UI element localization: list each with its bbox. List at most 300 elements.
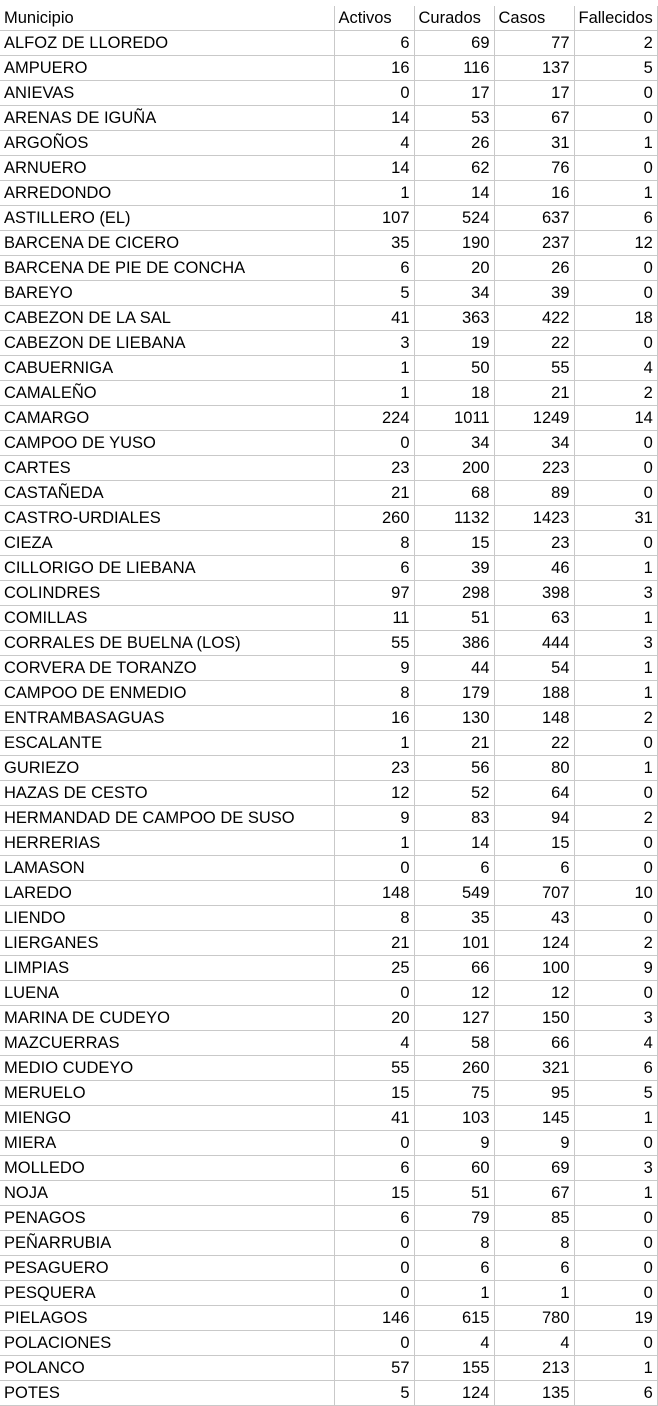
cell-curados[interactable]: 103 [414, 1106, 494, 1131]
cell-activos[interactable]: 1 [334, 381, 414, 406]
cell-fallecidos[interactable]: 3 [574, 1156, 657, 1181]
table-row [0, 56, 657, 81]
cell-casos[interactable]: 15 [494, 831, 574, 856]
cell-curados[interactable]: 8 [414, 1231, 494, 1256]
cell-activos[interactable]: 11 [334, 606, 414, 631]
column-header-municipio[interactable]: Municipio [0, 6, 334, 31]
cell-fallecidos[interactable]: 0 [574, 1231, 657, 1256]
cell-fallecidos[interactable]: 2 [574, 706, 657, 731]
cell-casos[interactable]: 76 [494, 156, 574, 181]
cell-activos[interactable]: 8 [334, 531, 414, 556]
cell-activos[interactable]: 8 [334, 906, 414, 931]
cell-fallecidos[interactable]: 0 [574, 1131, 657, 1156]
cell-fallecidos[interactable]: 0 [574, 1331, 657, 1356]
cell-curados[interactable]: 51 [414, 1181, 494, 1206]
cell-fallecidos[interactable]: 0 [574, 1281, 657, 1306]
cell-activos[interactable]: 107 [334, 206, 414, 231]
cell-fallecidos[interactable]: 0 [574, 731, 657, 756]
cell-fallecidos[interactable]: 0 [574, 781, 657, 806]
cell-activos[interactable]: 55 [334, 631, 414, 656]
cell-activos[interactable]: 25 [334, 956, 414, 981]
cell-fallecidos[interactable]: 6 [574, 1056, 657, 1081]
cell-activos[interactable]: 6 [334, 256, 414, 281]
cell-casos[interactable]: 77 [494, 31, 574, 56]
cell-curados[interactable]: 56 [414, 756, 494, 781]
cell-activos[interactable]: 55 [334, 1056, 414, 1081]
cell-fallecidos[interactable]: 0 [574, 81, 657, 106]
cell-municipio[interactable]: POTES [0, 1381, 334, 1406]
cell-municipio[interactable]: HERRERIAS [0, 831, 334, 856]
cell-curados[interactable]: 155 [414, 1356, 494, 1381]
cell-casos[interactable]: 707 [494, 881, 574, 906]
cell-casos[interactable]: 321 [494, 1056, 574, 1081]
cell-activos[interactable]: 16 [334, 56, 414, 81]
cell-activos[interactable]: 21 [334, 481, 414, 506]
table-row [0, 181, 657, 206]
cell-curados[interactable]: 26 [414, 131, 494, 156]
cell-activos[interactable]: 0 [334, 856, 414, 881]
cell-fallecidos[interactable]: 1 [574, 1106, 657, 1131]
cell-municipio[interactable]: CAMPOO DE ENMEDIO [0, 681, 334, 706]
cell-fallecidos[interactable]: 0 [574, 531, 657, 556]
cell-casos[interactable]: 55 [494, 356, 574, 381]
data-table [0, 6, 658, 1406]
cell-curados[interactable]: 39 [414, 556, 494, 581]
cell-fallecidos[interactable]: 4 [574, 1031, 657, 1056]
cell-municipio[interactable]: PESAGUERO [0, 1256, 334, 1281]
cell-municipio[interactable]: MARINA DE CUDEYO [0, 1006, 334, 1031]
cell-casos[interactable]: 444 [494, 631, 574, 656]
cell-activos[interactable]: 9 [334, 806, 414, 831]
table-row [0, 681, 657, 706]
cell-fallecidos[interactable]: 0 [574, 431, 657, 456]
cell-activos[interactable]: 1 [334, 181, 414, 206]
cell-activos[interactable]: 14 [334, 106, 414, 131]
table-row [0, 306, 657, 331]
cell-curados[interactable]: 6 [414, 856, 494, 881]
cell-municipio[interactable]: ANIEVAS [0, 81, 334, 106]
cell-municipio[interactable]: CIEZA [0, 531, 334, 556]
cell-fallecidos[interactable]: 31 [574, 506, 657, 531]
cell-fallecidos[interactable]: 0 [574, 856, 657, 881]
cell-activos[interactable]: 41 [334, 1106, 414, 1131]
cell-curados[interactable]: 130 [414, 706, 494, 731]
cell-casos[interactable]: 1423 [494, 506, 574, 531]
table-row [0, 481, 657, 506]
cell-casos[interactable]: 21 [494, 381, 574, 406]
column-header-activos[interactable]: Activos [334, 6, 414, 31]
cell-curados[interactable]: 51 [414, 606, 494, 631]
cell-municipio[interactable]: LIERGANES [0, 931, 334, 956]
cell-municipio[interactable]: HAZAS DE CESTO [0, 781, 334, 806]
column-header-curados[interactable]: Curados [414, 6, 494, 31]
cell-casos[interactable]: 89 [494, 481, 574, 506]
cell-activos[interactable]: 0 [334, 1231, 414, 1256]
cell-municipio[interactable]: COMILLAS [0, 606, 334, 631]
cell-activos[interactable]: 6 [334, 31, 414, 56]
cell-casos[interactable]: 67 [494, 1181, 574, 1206]
cell-activos[interactable]: 5 [334, 281, 414, 306]
cell-casos[interactable]: 213 [494, 1356, 574, 1381]
cell-activos[interactable]: 148 [334, 881, 414, 906]
cell-activos[interactable]: 14 [334, 156, 414, 181]
cell-activos[interactable]: 4 [334, 131, 414, 156]
cell-municipio[interactable]: CAMARGO [0, 406, 334, 431]
cell-fallecidos[interactable]: 5 [574, 56, 657, 81]
cell-curados[interactable]: 549 [414, 881, 494, 906]
cell-fallecidos[interactable]: 1 [574, 131, 657, 156]
cell-fallecidos[interactable]: 5 [574, 1081, 657, 1106]
cell-fallecidos[interactable]: 2 [574, 806, 657, 831]
cell-municipio[interactable]: GURIEZO [0, 756, 334, 781]
cell-municipio[interactable]: MIENGO [0, 1106, 334, 1131]
cell-municipio[interactable]: LUENA [0, 981, 334, 1006]
cell-casos[interactable]: 1249 [494, 406, 574, 431]
cell-municipio[interactable]: MERUELO [0, 1081, 334, 1106]
cell-casos[interactable]: 780 [494, 1306, 574, 1331]
cell-municipio[interactable]: CABEZON DE LIEBANA [0, 331, 334, 356]
cell-curados[interactable]: 298 [414, 581, 494, 606]
cell-activos[interactable]: 1 [334, 731, 414, 756]
cell-curados[interactable]: 127 [414, 1006, 494, 1031]
cell-casos[interactable]: 6 [494, 856, 574, 881]
cell-casos[interactable]: 31 [494, 131, 574, 156]
cell-municipio[interactable]: CASTAÑEDA [0, 481, 334, 506]
table-row [0, 881, 657, 906]
cell-municipio[interactable]: CORVERA DE TORANZO [0, 656, 334, 681]
cell-fallecidos[interactable]: 4 [574, 356, 657, 381]
cell-activos[interactable]: 5 [334, 1381, 414, 1406]
cell-municipio[interactable]: AMPUERO [0, 56, 334, 81]
cell-curados[interactable]: 179 [414, 681, 494, 706]
table-row [0, 706, 657, 731]
cell-municipio[interactable]: CILLORIGO DE LIEBANA [0, 556, 334, 581]
cell-casos[interactable]: 16 [494, 181, 574, 206]
cell-municipio[interactable]: CORRALES DE BUELNA (LOS) [0, 631, 334, 656]
cell-activos[interactable]: 8 [334, 681, 414, 706]
cell-municipio[interactable]: CAMALEÑO [0, 381, 334, 406]
table-row [0, 806, 657, 831]
cell-fallecidos[interactable]: 1 [574, 756, 657, 781]
cell-fallecidos[interactable]: 0 [574, 1256, 657, 1281]
cell-municipio[interactable]: ARREDONDO [0, 181, 334, 206]
cell-curados[interactable]: 68 [414, 481, 494, 506]
column-header-fallecidos[interactable]: Fallecidos [574, 6, 657, 31]
cell-casos[interactable]: 1 [494, 1281, 574, 1306]
cell-activos[interactable]: 15 [334, 1081, 414, 1106]
cell-curados[interactable]: 14 [414, 181, 494, 206]
cell-fallecidos[interactable]: 3 [574, 631, 657, 656]
cell-casos[interactable]: 135 [494, 1381, 574, 1406]
cell-fallecidos[interactable]: 0 [574, 281, 657, 306]
column-header-casos[interactable]: Casos [494, 6, 574, 31]
cell-casos[interactable]: 223 [494, 456, 574, 481]
cell-municipio[interactable]: POLACIONES [0, 1331, 334, 1356]
cell-activos[interactable]: 97 [334, 581, 414, 606]
cell-casos[interactable]: 637 [494, 206, 574, 231]
cell-municipio[interactable]: MEDIO CUDEYO [0, 1056, 334, 1081]
cell-casos[interactable]: 12 [494, 981, 574, 1006]
cell-casos[interactable]: 237 [494, 231, 574, 256]
cell-curados[interactable]: 34 [414, 281, 494, 306]
cell-activos[interactable]: 0 [334, 431, 414, 456]
cell-curados[interactable]: 44 [414, 656, 494, 681]
cell-municipio[interactable]: MIERA [0, 1131, 334, 1156]
cell-casos[interactable]: 95 [494, 1081, 574, 1106]
cell-fallecidos[interactable]: 0 [574, 981, 657, 1006]
cell-fallecidos[interactable]: 0 [574, 906, 657, 931]
cell-casos[interactable]: 46 [494, 556, 574, 581]
cell-curados[interactable]: 12 [414, 981, 494, 1006]
cell-casos[interactable]: 43 [494, 906, 574, 931]
cell-municipio[interactable]: CABEZON DE LA SAL [0, 306, 334, 331]
cell-casos[interactable]: 66 [494, 1031, 574, 1056]
cell-casos[interactable]: 64 [494, 781, 574, 806]
cell-activos[interactable]: 0 [334, 81, 414, 106]
cell-activos[interactable]: 0 [334, 1331, 414, 1356]
cell-activos[interactable]: 3 [334, 331, 414, 356]
cell-municipio[interactable]: PENAGOS [0, 1206, 334, 1231]
cell-activos[interactable]: 6 [334, 556, 414, 581]
cell-activos[interactable]: 16 [334, 706, 414, 731]
cell-casos[interactable]: 4 [494, 1331, 574, 1356]
cell-municipio[interactable]: MOLLEDO [0, 1156, 334, 1181]
cell-casos[interactable]: 26 [494, 256, 574, 281]
cell-curados[interactable]: 1011 [414, 406, 494, 431]
table-row [0, 1081, 657, 1106]
cell-curados[interactable]: 75 [414, 1081, 494, 1106]
table-row [0, 31, 657, 56]
cell-municipio[interactable]: LAMASON [0, 856, 334, 881]
cell-casos[interactable]: 67 [494, 106, 574, 131]
cell-curados[interactable]: 62 [414, 156, 494, 181]
cell-activos[interactable]: 1 [334, 831, 414, 856]
cell-fallecidos[interactable]: 0 [574, 156, 657, 181]
cell-municipio[interactable]: CAMPOO DE YUSO [0, 431, 334, 456]
cell-curados[interactable]: 200 [414, 456, 494, 481]
cell-fallecidos[interactable]: 1 [574, 1181, 657, 1206]
cell-fallecidos[interactable]: 0 [574, 831, 657, 856]
cell-casos[interactable]: 85 [494, 1206, 574, 1231]
cell-curados[interactable]: 116 [414, 56, 494, 81]
cell-curados[interactable]: 1 [414, 1281, 494, 1306]
cell-casos[interactable]: 398 [494, 581, 574, 606]
cell-curados[interactable]: 101 [414, 931, 494, 956]
cell-activos[interactable]: 0 [334, 1131, 414, 1156]
cell-casos[interactable]: 69 [494, 1156, 574, 1181]
cell-curados[interactable]: 524 [414, 206, 494, 231]
cell-activos[interactable]: 35 [334, 231, 414, 256]
cell-municipio[interactable]: CARTES [0, 456, 334, 481]
cell-municipio[interactable]: CABUERNIGA [0, 356, 334, 381]
cell-fallecidos[interactable]: 3 [574, 581, 657, 606]
cell-fallecidos[interactable]: 2 [574, 381, 657, 406]
cell-casos[interactable]: 150 [494, 1006, 574, 1031]
cell-casos[interactable]: 22 [494, 331, 574, 356]
table-row [0, 381, 657, 406]
cell-activos[interactable]: 1 [334, 356, 414, 381]
cell-municipio[interactable]: BARCENA DE PIE DE CONCHA [0, 256, 334, 281]
cell-curados[interactable]: 21 [414, 731, 494, 756]
cell-activos[interactable]: 0 [334, 981, 414, 1006]
cell-fallecidos[interactable]: 0 [574, 256, 657, 281]
cell-casos[interactable]: 145 [494, 1106, 574, 1131]
cell-curados[interactable]: 50 [414, 356, 494, 381]
cell-casos[interactable]: 22 [494, 731, 574, 756]
cell-casos[interactable]: 137 [494, 56, 574, 81]
cell-curados[interactable]: 52 [414, 781, 494, 806]
cell-casos[interactable]: 39 [494, 281, 574, 306]
cell-activos[interactable]: 260 [334, 506, 414, 531]
cell-activos[interactable]: 224 [334, 406, 414, 431]
cell-casos[interactable]: 23 [494, 531, 574, 556]
cell-curados[interactable]: 58 [414, 1031, 494, 1056]
cell-fallecidos[interactable]: 3 [574, 1006, 657, 1031]
cell-casos[interactable]: 17 [494, 81, 574, 106]
cell-fallecidos[interactable]: 2 [574, 31, 657, 56]
table-row [0, 1106, 657, 1131]
cell-municipio[interactable]: LAREDO [0, 881, 334, 906]
cell-fallecidos[interactable]: 1 [574, 656, 657, 681]
cell-municipio[interactable]: ARGOÑOS [0, 131, 334, 156]
cell-municipio[interactable]: NOJA [0, 1181, 334, 1206]
cell-curados[interactable]: 15 [414, 531, 494, 556]
cell-fallecidos[interactable]: 1 [574, 681, 657, 706]
cell-fallecidos[interactable]: 0 [574, 456, 657, 481]
cell-casos[interactable]: 124 [494, 931, 574, 956]
cell-activos[interactable]: 0 [334, 1256, 414, 1281]
cell-curados[interactable]: 124 [414, 1381, 494, 1406]
cell-activos[interactable]: 12 [334, 781, 414, 806]
cell-casos[interactable]: 100 [494, 956, 574, 981]
cell-casos[interactable]: 188 [494, 681, 574, 706]
cell-fallecidos[interactable]: 0 [574, 481, 657, 506]
cell-fallecidos[interactable]: 10 [574, 881, 657, 906]
cell-municipio[interactable]: ESCALANTE [0, 731, 334, 756]
cell-curados[interactable]: 60 [414, 1156, 494, 1181]
cell-casos[interactable]: 6 [494, 1256, 574, 1281]
cell-municipio[interactable]: CASTRO-URDIALES [0, 506, 334, 531]
cell-casos[interactable]: 63 [494, 606, 574, 631]
cell-activos[interactable]: 15 [334, 1181, 414, 1206]
cell-activos[interactable]: 23 [334, 456, 414, 481]
table-row [0, 206, 657, 231]
cell-curados[interactable]: 34 [414, 431, 494, 456]
cell-casos[interactable]: 94 [494, 806, 574, 831]
cell-casos[interactable]: 34 [494, 431, 574, 456]
cell-curados[interactable]: 386 [414, 631, 494, 656]
cell-activos[interactable]: 6 [334, 1206, 414, 1231]
table-row [0, 1231, 657, 1256]
cell-municipio[interactable]: MAZCUERRAS [0, 1031, 334, 1056]
cell-fallecidos[interactable]: 6 [574, 206, 657, 231]
cell-activos[interactable]: 41 [334, 306, 414, 331]
cell-fallecidos[interactable]: 0 [574, 1206, 657, 1231]
cell-curados[interactable]: 20 [414, 256, 494, 281]
cell-fallecidos[interactable]: 1 [574, 1356, 657, 1381]
cell-curados[interactable]: 190 [414, 231, 494, 256]
table-row [0, 131, 657, 156]
cell-fallecidos[interactable]: 12 [574, 231, 657, 256]
cell-municipio[interactable]: ALFOZ DE LLOREDO [0, 31, 334, 56]
cell-fallecidos[interactable]: 18 [574, 306, 657, 331]
cell-municipio[interactable]: PESQUERA [0, 1281, 334, 1306]
cell-curados[interactable]: 4 [414, 1331, 494, 1356]
cell-casos[interactable]: 422 [494, 306, 574, 331]
cell-curados[interactable]: 19 [414, 331, 494, 356]
cell-municipio[interactable]: LIENDO [0, 906, 334, 931]
cell-curados[interactable]: 6 [414, 1256, 494, 1281]
cell-curados[interactable]: 53 [414, 106, 494, 131]
cell-fallecidos[interactable]: 0 [574, 106, 657, 131]
cell-curados[interactable]: 9 [414, 1131, 494, 1156]
cell-activos[interactable]: 21 [334, 931, 414, 956]
cell-curados[interactable]: 69 [414, 31, 494, 56]
cell-municipio[interactable]: PIELAGOS [0, 1306, 334, 1331]
cell-municipio[interactable]: ARNUERO [0, 156, 334, 181]
cell-activos[interactable]: 23 [334, 756, 414, 781]
cell-activos[interactable]: 0 [334, 1281, 414, 1306]
cell-curados[interactable]: 1132 [414, 506, 494, 531]
cell-curados[interactable]: 35 [414, 906, 494, 931]
cell-casos[interactable]: 9 [494, 1131, 574, 1156]
table-row [0, 256, 657, 281]
cell-fallecidos[interactable]: 1 [574, 606, 657, 631]
cell-casos[interactable]: 8 [494, 1231, 574, 1256]
cell-municipio[interactable]: BAREYO [0, 281, 334, 306]
cell-curados[interactable]: 615 [414, 1306, 494, 1331]
cell-fallecidos[interactable]: 14 [574, 406, 657, 431]
cell-activos[interactable]: 57 [334, 1356, 414, 1381]
cell-activos[interactable]: 6 [334, 1156, 414, 1181]
cell-municipio[interactable]: PEÑARRUBIA [0, 1231, 334, 1256]
cell-activos[interactable]: 9 [334, 656, 414, 681]
cell-municipio[interactable]: ARENAS DE IGUÑA [0, 106, 334, 131]
cell-fallecidos[interactable]: 6 [574, 1381, 657, 1406]
cell-curados[interactable]: 18 [414, 381, 494, 406]
cell-curados[interactable]: 66 [414, 956, 494, 981]
cell-activos[interactable]: 146 [334, 1306, 414, 1331]
cell-curados[interactable]: 79 [414, 1206, 494, 1231]
cell-fallecidos[interactable]: 1 [574, 181, 657, 206]
cell-municipio[interactable]: ASTILLERO (EL) [0, 206, 334, 231]
table-row [0, 981, 657, 1006]
table-row [0, 1156, 657, 1181]
cell-fallecidos[interactable]: 0 [574, 331, 657, 356]
cell-casos[interactable]: 148 [494, 706, 574, 731]
cell-municipio[interactable]: HERMANDAD DE CAMPOO DE SUSO [0, 806, 334, 831]
cell-activos[interactable]: 4 [334, 1031, 414, 1056]
cell-municipio[interactable]: BARCENA DE CICERO [0, 231, 334, 256]
cell-fallecidos[interactable]: 9 [574, 956, 657, 981]
cell-activos[interactable]: 20 [334, 1006, 414, 1031]
cell-municipio[interactable]: POLANCO [0, 1356, 334, 1381]
cell-municipio[interactable]: LIMPIAS [0, 956, 334, 981]
table-row [0, 531, 657, 556]
cell-fallecidos[interactable]: 1 [574, 556, 657, 581]
cell-fallecidos[interactable]: 19 [574, 1306, 657, 1331]
cell-curados[interactable]: 83 [414, 806, 494, 831]
cell-fallecidos[interactable]: 2 [574, 931, 657, 956]
cell-municipio[interactable]: COLINDRES [0, 581, 334, 606]
cell-curados[interactable]: 17 [414, 81, 494, 106]
cell-municipio[interactable]: ENTRAMBASAGUAS [0, 706, 334, 731]
cell-casos[interactable]: 80 [494, 756, 574, 781]
cell-curados[interactable]: 260 [414, 1056, 494, 1081]
cell-casos[interactable]: 54 [494, 656, 574, 681]
cell-curados[interactable]: 14 [414, 831, 494, 856]
cell-curados[interactable]: 363 [414, 306, 494, 331]
